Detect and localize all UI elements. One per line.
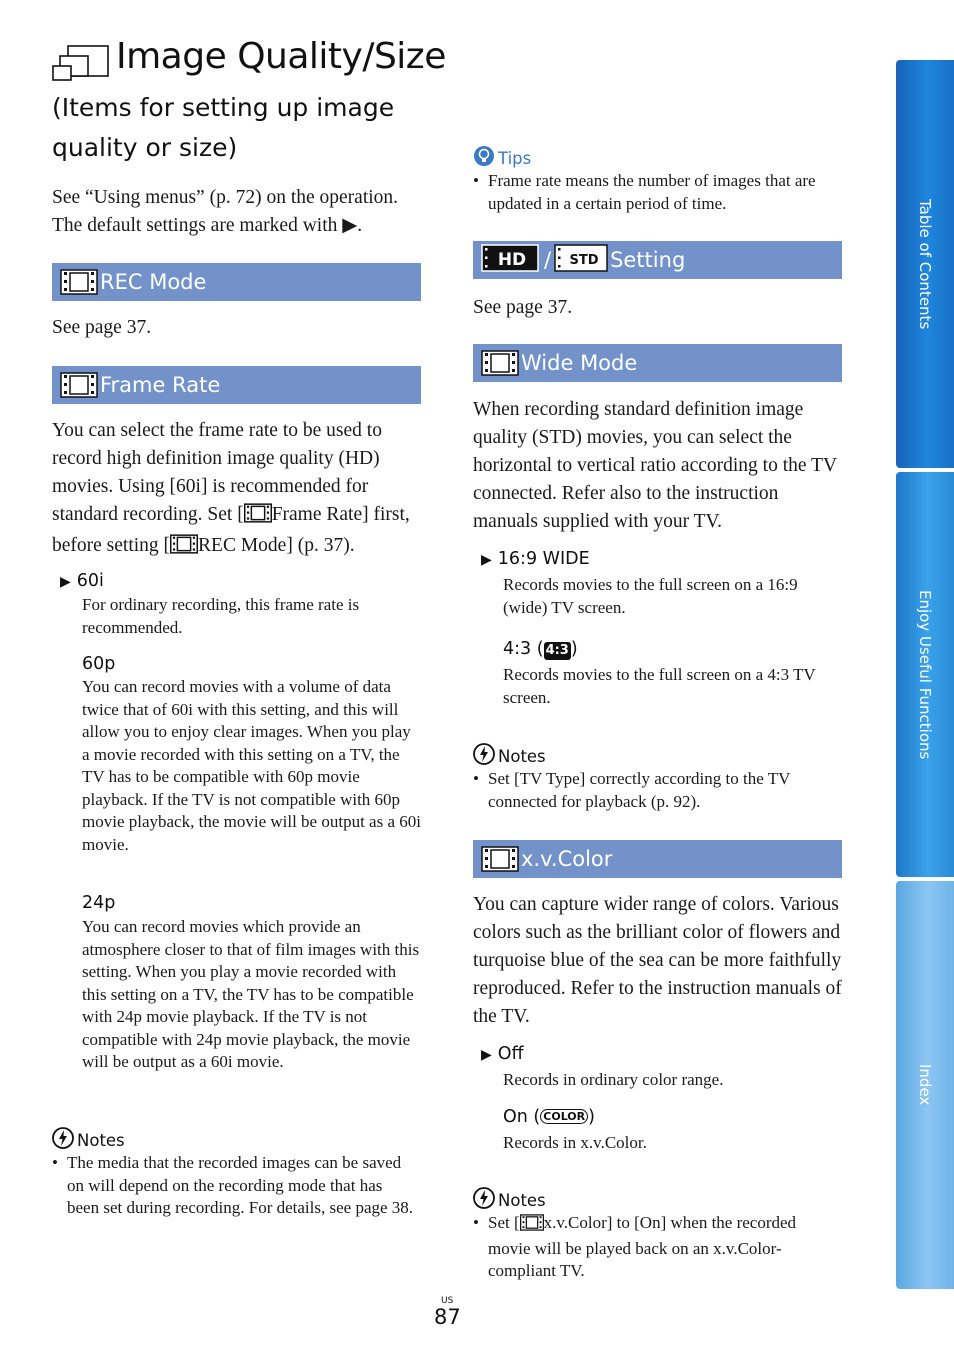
wide-mode-16-9-desc: Records movies to the full screen on a 16:9 (wide) TV screen. (503, 575, 798, 617)
film-icon (60, 269, 98, 295)
section-wide-mode-bar (473, 344, 842, 382)
section-frame-rate-title: Frame Rate (100, 373, 221, 397)
tips-icon (473, 145, 495, 171)
xv-color-option-on (503, 1107, 595, 1127)
notes-icon (473, 743, 495, 769)
frame-rate-60p-desc: You can record movies with a volume of data twice that of 60i with this setting, and this will allow you to enjoy clear images. When you play a movie recorded with this setting on a TV, the TV has to be compatible with 60p movie playback. If the TV is not compatible with 60p movie playback, the movie will be output as a 60i movie. (82, 677, 421, 854)
page-subtitle: (Items for setting up image quality or size) (52, 93, 395, 162)
section-xv-color-bar (473, 840, 842, 878)
frame-rate-description (52, 417, 427, 563)
page-title: Image Quality/Size (116, 36, 446, 77)
hd-icon-text: HD (497, 249, 527, 270)
tips-heading (473, 145, 531, 171)
notes-label: Notes (77, 1130, 125, 1150)
film-icon (481, 846, 519, 872)
section-rec-mode-bar (52, 263, 421, 301)
section-hd-std-setting-bar (473, 241, 842, 279)
note-item: • The media that the recorded images can be saved on will depend on the recording mode that has been set during recording. For details, see page 38. (52, 1152, 414, 1220)
notes-label: Notes (498, 746, 546, 766)
std-icon (554, 244, 608, 277)
option-name: 16:9 WIDE (497, 549, 590, 569)
notes-heading (473, 1187, 546, 1213)
wide-mode-option-4-3 (503, 639, 578, 660)
wide-mode-4-3-desc: Records movies to the full screen on a 4:3 TV screen. (503, 665, 816, 707)
notes-icon (52, 1127, 74, 1153)
rec-mode-text: See page 37. (52, 317, 152, 338)
section-hd-std-setting-title: Setting (610, 248, 686, 272)
option-name: 4:3 ( (503, 639, 544, 659)
option-name-close: ) (588, 1107, 595, 1127)
frame-rate-notes-list (52, 1152, 414, 1220)
option-name: 60i (76, 571, 104, 591)
film-icon (170, 534, 198, 563)
intro-line-1: See “Using menus” (p. 72) on the operation. (52, 187, 399, 208)
hd-icon (481, 244, 539, 277)
film-icon (520, 1214, 544, 1238)
option-name: Off (497, 1044, 524, 1064)
side-tab-table-of-contents[interactable] (896, 60, 954, 468)
notes-icon (473, 1187, 495, 1213)
intro-line-2: The default settings are marked with ▶. (52, 215, 363, 236)
std-icon-text: STD (569, 252, 599, 268)
intro (52, 184, 432, 240)
tip-item: • Frame rate means the number of images that are updated in a certain period of time. (473, 170, 833, 215)
side-tab-enjoy-useful-functions[interactable] (896, 472, 954, 877)
frame-rate-option-24p: 24p (82, 893, 116, 913)
note-item (473, 1212, 835, 1283)
section-xv-color-title: x.v.Color (521, 847, 613, 871)
film-icon (60, 372, 98, 398)
side-tab-label: Index (916, 1064, 934, 1106)
xv-color-on-desc: Records in x.v.Color. (503, 1133, 647, 1152)
xv-color-description: You can capture wider range of colors. Various colors such as the brilliant color of flowers and turquoise blue of the sea can be more faithfully reproduced. Refer to the instruction manuals of the TV. (473, 894, 842, 1027)
xv-color-notes-list (473, 1212, 835, 1283)
frame-rate-text-b: Frame Rate] first, before setting [ (52, 504, 410, 556)
page-number: 87 (434, 1305, 461, 1329)
wide-mode-notes-list (473, 768, 833, 813)
hd-std-text: See page 37. (473, 297, 573, 318)
side-tab-index[interactable] (896, 881, 954, 1289)
notes-label: Notes (498, 1190, 546, 1210)
tips-label: Tips (498, 148, 532, 168)
xv-color-option-off: ▶ Off (481, 1044, 524, 1064)
side-tab-label: Enjoy Useful Functions (916, 589, 934, 760)
frame-rate-text-a: You can select the frame rate to be used to record high definition image quality (HD) movies. Using [60i] is recommended for standard recording. Set [ (52, 420, 382, 525)
frame-rate-option-60i: ▶ 60i (60, 571, 104, 591)
section-rec-mode-title: REC Mode (100, 270, 207, 294)
notes-heading (473, 743, 546, 769)
image-quality-icon (52, 44, 110, 82)
frame-rate-text-c: REC Mode] (p. 37). (198, 535, 355, 556)
note-item: • Set [TV Type] correctly according to the TV connected for playback (p. 92). (473, 768, 833, 813)
note-text-a: Set [ (488, 1213, 520, 1232)
notes-heading (52, 1127, 125, 1153)
film-icon (244, 503, 272, 532)
film-icon (481, 350, 519, 376)
option-name-close: ) (570, 639, 578, 659)
option-name: On ( (503, 1107, 541, 1127)
note-text-b: x.v.Color] to [On] when the recorded movie will be played back on an x.v.Color-compliant TV. (488, 1213, 797, 1280)
side-tab-label: Table of Contents (916, 198, 934, 330)
wide-mode-option-16-9: ▶ 16:9 WIDE (481, 549, 590, 569)
frame-rate-24p-desc: You can record movies which provide an atmosphere closer to that of film images with this setting. When you play a movie recorded with this setting on a TV, the TV has to be compatible with 24p movie playback. If the TV is not compatible with 24p movie playback, the movie will be output as a 60i movie. (82, 917, 420, 1071)
tips-list (473, 170, 833, 215)
section-wide-mode-title: Wide Mode (521, 351, 638, 375)
xv-color-off-desc: Records in ordinary color range. (503, 1070, 724, 1089)
xv-color-icon: COLOR (540, 1109, 588, 1124)
section-frame-rate-bar (52, 366, 421, 404)
aspect-4-3-icon: 4:3 (545, 643, 569, 658)
frame-rate-60i-desc: For ordinary recording, this frame rate is recommended. (82, 595, 360, 637)
frame-rate-option-60p: 60p (82, 654, 116, 674)
wide-mode-description: When recording standard definition image quality (STD) movies, you can select the horizontal to vertical ratio according to the TV connected. Refer also to the instruction manuals supplied with your TV. (473, 399, 837, 532)
page-region: US (441, 1296, 454, 1306)
hd-std-separator: / (544, 248, 552, 272)
